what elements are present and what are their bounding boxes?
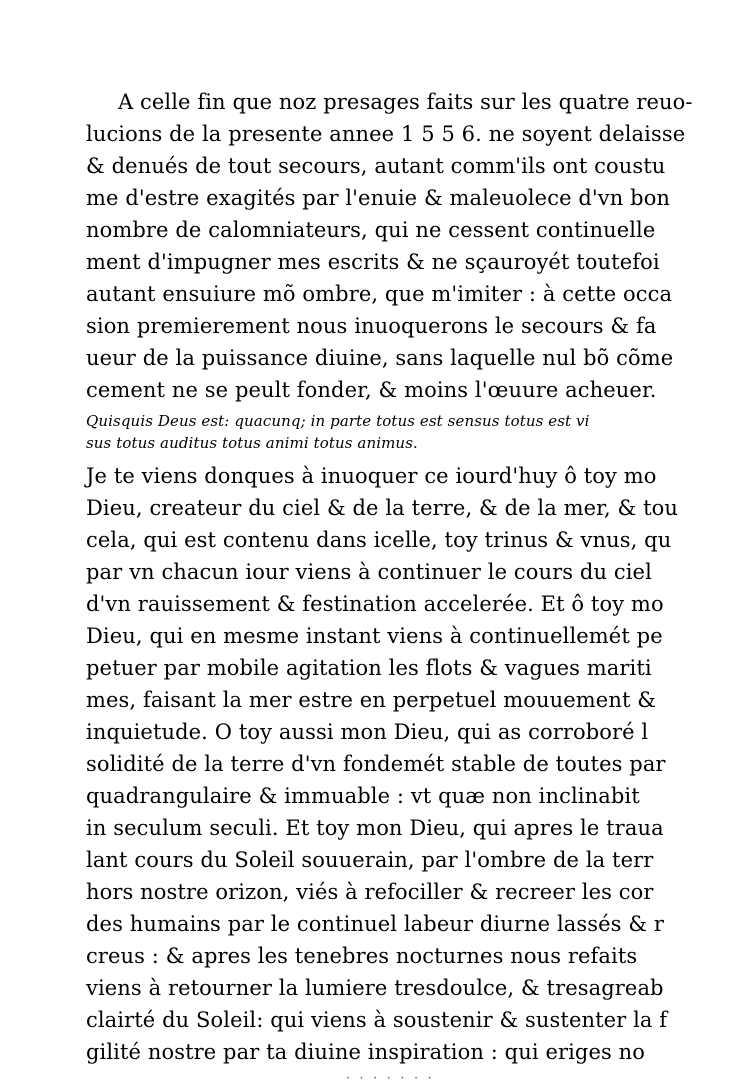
opening-paragraph	[86, 86, 693, 406]
text-line: mes, faisant la mer estre en perpetuel mouuement &	[86, 688, 657, 712]
text-line: cela, qui est contenu dans icelle, toy trinus & vnus, qu	[86, 528, 672, 552]
text-line: sus totus auditus totus animi totus animus.	[86, 434, 418, 452]
text-line: hors nostre orizon, viés à refociller & recreer les cor	[86, 880, 654, 904]
text-line: me d'estre exagités par l'enuie & maleuolece d'vn bon	[86, 186, 671, 210]
text-line: des humains par le continuel labeur diurne lassés & r	[86, 912, 665, 936]
text-line: sion premierement nous inuoquerons le secours & fa	[86, 314, 657, 338]
text-line: lant cours du Soleil souuerain, par l'ombre de la terr	[86, 848, 654, 872]
text-line: par vn chacun iour viens à continuer le cours du ciel	[86, 560, 652, 584]
text-line: clairté du Soleil: qui viens à soustenir & sustenter la f	[86, 1008, 668, 1032]
text-line: inquietude. O toy aussi mon Dieu, qui as corroboré l	[86, 720, 649, 744]
text-line: ueur de la puissance diuine, sans laquelle nul bõ cõme	[86, 346, 674, 370]
invocation-paragraph	[86, 460, 679, 1068]
text-line: cement ne se peult fonder, & moins l'œuure acheuer.	[86, 378, 657, 402]
text-line: Quisquis Deus est: quacunq; in parte totus est sensus totus est vi	[86, 412, 590, 430]
text-line: autant ensuiure mõ ombre, que m'imiter : à cette occa	[86, 282, 673, 306]
text-line: lucions de la presente annee 1 5 5 6. ne soyent delaisse	[86, 122, 686, 146]
text-line: gilité nostre par ta diuine inspiration : qui eriges no	[86, 1040, 646, 1064]
text-line: Dieu, createur du ciel & de la terre, & de la mer, & tou	[86, 496, 679, 520]
text-line: nombre de calomniateurs, qui ne cessent continuelle	[86, 218, 656, 242]
text-line: petuer par mobile agitation les flots & vagues mariti	[86, 656, 652, 680]
latin-quotation	[86, 410, 666, 454]
text-line: & denués de tout secours, autant comm'ils ont coustu	[86, 154, 666, 178]
text-line: Je te viens donques à inuoquer ce iourd'huy ô toy mo	[86, 464, 657, 488]
text-line: creus : & apres les tenebres nocturnes nous refaits	[86, 944, 638, 968]
text-line: ment d'impugner mes escrits & ne sçauroyét toutefoi	[86, 250, 660, 274]
text-line: d'vn rauissement & festination accelerée. Et ô toy mo	[86, 592, 664, 616]
text-line: in seculum seculi. Et toy mon Dieu, qui apres le traua	[86, 816, 664, 840]
text-block	[86, 86, 693, 1088]
bottom-fragment-line: · · · · · · ·	[346, 1071, 435, 1085]
text-line: A celle fin que noz presages faits sur les quatre reuo-	[118, 90, 693, 114]
text-line: solidité de la terre d'vn fondemét stable de toutes par	[86, 752, 666, 776]
text-line: Dieu, qui en mesme instant viens à continuellemét pe	[86, 624, 663, 648]
text-line: viens à retourner la lumiere tresdoulce, & tresagreab	[86, 976, 664, 1000]
text-line: quadrangulaire & immuable : vt quæ non inclinabit	[86, 784, 640, 808]
